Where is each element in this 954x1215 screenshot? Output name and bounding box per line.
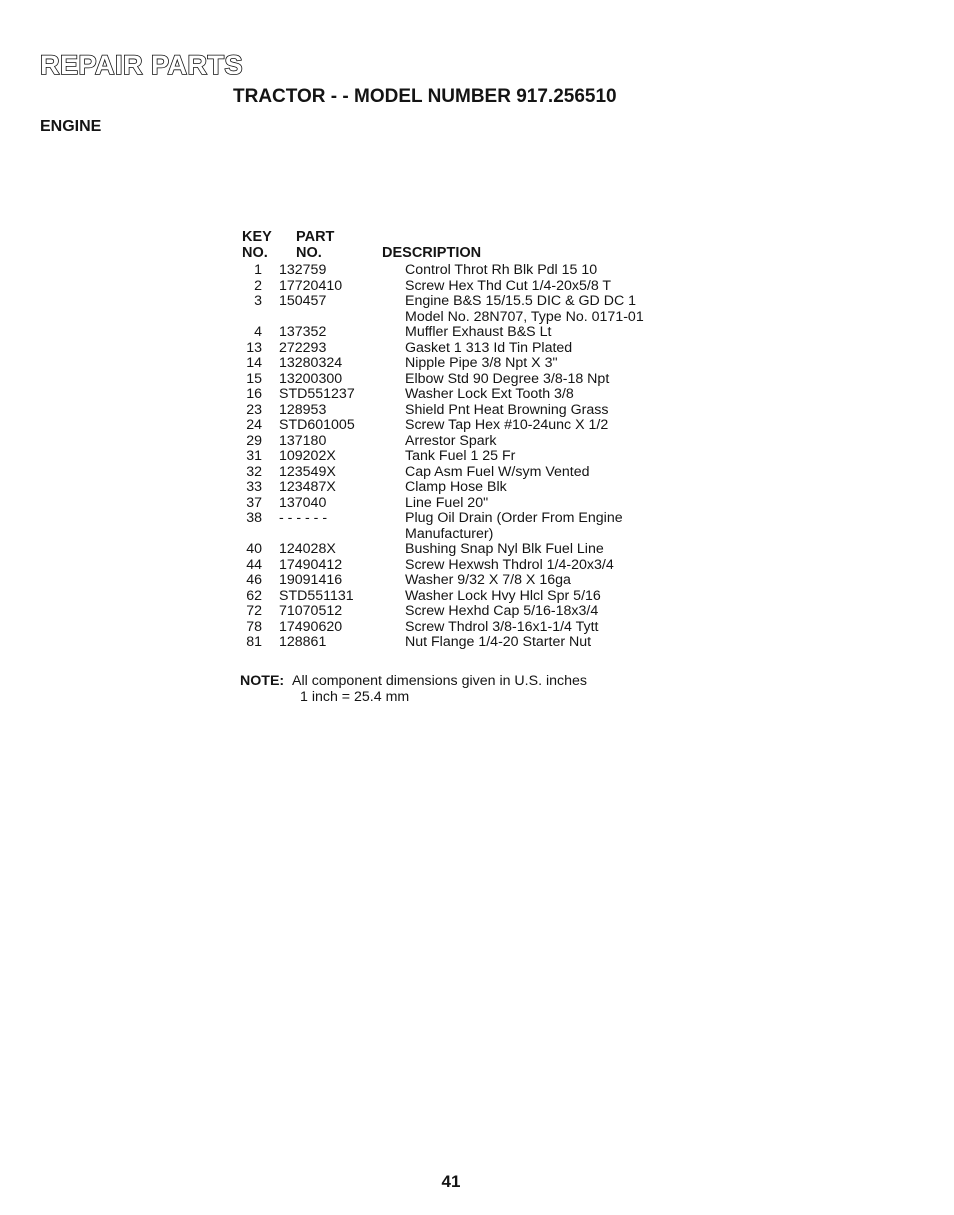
table-header: [240, 229, 705, 263]
note-line-1: All component dimensions given in U.S. inches: [292, 673, 587, 689]
desc-cell: Washer Lock Ext Tooth 3/8: [405, 386, 574, 402]
section-heading: ENGINE: [40, 118, 102, 135]
part-cell: 137040: [279, 494, 327, 511]
part-cell: STD551131: [279, 587, 354, 604]
key-cell: 14: [246, 355, 262, 371]
part-cell: 13200300: [279, 370, 343, 387]
key-cell: 40: [246, 541, 262, 557]
table-row: [240, 418, 705, 434]
part-cell: 17490620: [279, 618, 343, 635]
table-row: [240, 604, 705, 620]
table-body: [240, 263, 705, 651]
desc-cell: Tank Fuel 1 25 Fr: [405, 448, 516, 464]
desc-cell: Screw Hex Thd Cut 1/4-20x5/8 T: [405, 277, 612, 294]
table-row: [240, 589, 705, 605]
table-row: [240, 558, 705, 574]
part-cell: - - - - - -: [279, 510, 328, 526]
key-cell: 78: [246, 618, 262, 635]
part-cell: 124028X: [279, 541, 336, 557]
key-cell: 13: [246, 339, 262, 356]
desc-cell: Washer Lock Hvy Hlcl Spr 5/16: [405, 587, 601, 604]
key-cell: 2: [254, 277, 262, 294]
table-row: [240, 434, 705, 450]
table-row: [240, 542, 705, 558]
part-cell: STD551237: [279, 386, 355, 402]
table-row: [240, 294, 705, 325]
col-key-header: KEY NO.: [242, 229, 272, 261]
table-row: [240, 356, 705, 372]
desc-cell: Screw Thdrol 3/8-16x1-1/4 Tytt: [405, 618, 599, 635]
part-cell: 128861: [279, 634, 327, 650]
key-cell: 32: [246, 463, 262, 480]
key-cell: 37: [246, 494, 262, 511]
part-cell: 13280324: [279, 355, 343, 371]
key-cell: 31: [246, 448, 262, 464]
table-row: [240, 480, 705, 496]
part-cell: 19091416: [279, 572, 343, 588]
table-row: [240, 620, 705, 636]
table-row: [240, 263, 705, 279]
note-label: NOTE:: [240, 673, 285, 689]
desc-cell: Muffler Exhaust B&S Lt: [405, 324, 552, 340]
note-block: [240, 673, 587, 705]
desc-cell: Shield Pnt Heat Browning Grass: [405, 401, 609, 418]
col-part-header: PART NO.: [296, 229, 335, 261]
key-cell: 62: [246, 587, 262, 604]
desc-cell: Arrestor Spark: [405, 432, 497, 449]
part-cell: 150457: [279, 293, 327, 309]
table-row: [240, 465, 705, 481]
desc-cell: Bushing Snap Nyl Blk Fuel Line: [405, 541, 604, 557]
key-cell: 16: [246, 386, 262, 402]
table-row: [240, 372, 705, 388]
model-subtitle: TRACTOR - - MODEL NUMBER 917.256510: [233, 86, 617, 107]
table-row: [240, 496, 705, 512]
part-cell: 123487X: [279, 479, 336, 495]
table-row: [240, 325, 705, 341]
page-number: 41: [441, 1172, 461, 1191]
table-row: [240, 279, 705, 295]
desc-cell: Screw Hexhd Cap 5/16-18x3/4: [405, 603, 599, 619]
part-cell: 17720410: [279, 277, 343, 294]
parts-table: [240, 229, 705, 651]
desc-cell: Washer 9/32 X 7/8 X 16ga: [405, 572, 571, 588]
desc-cell: Nipple Pipe 3/8 Npt X 3": [405, 355, 558, 371]
key-cell: 38: [246, 510, 262, 526]
desc-cell: Screw Hexwsh Thdrol 1/4-20x3/4: [405, 556, 614, 573]
key-cell: 1: [254, 262, 262, 278]
key-cell: 23: [246, 401, 262, 418]
key-cell: 24: [246, 417, 262, 433]
part-cell: 137352: [279, 324, 327, 340]
desc-cell: Line Fuel 20": [405, 494, 489, 511]
desc-cell: Control Throt Rh Blk Pdl 15 10: [405, 262, 598, 278]
desc-cell: Plug Oil Drain (Order From Engine Manufacturer): [405, 510, 623, 542]
desc-cell: Clamp Hose Blk: [405, 479, 507, 495]
desc-cell: Cap Asm Fuel W/sym Vented: [405, 463, 590, 480]
part-cell: 272293: [279, 339, 327, 356]
part-cell: 71070512: [279, 603, 343, 619]
page-title: REPAIR PARTS: [40, 50, 244, 80]
part-cell: 17490412: [279, 556, 343, 573]
key-cell: 3: [254, 293, 262, 309]
table-row: [240, 341, 705, 357]
table-row: [240, 387, 705, 403]
note-line-2: 1 inch = 25.4 mm: [300, 689, 410, 705]
key-cell: 29: [246, 432, 262, 449]
col-desc-header: DESCRIPTION: [382, 245, 482, 261]
table-row: [240, 449, 705, 465]
part-cell: STD601005: [279, 417, 355, 433]
desc-cell: Elbow Std 90 Degree 3/8-18 Npt: [405, 370, 610, 387]
key-cell: 33: [246, 479, 262, 495]
key-cell: 46: [246, 572, 262, 588]
key-cell: 44: [246, 556, 262, 573]
table-row: [240, 635, 705, 651]
table-row: [240, 511, 705, 542]
part-cell: 137180: [279, 432, 327, 449]
part-cell: 128953: [279, 401, 327, 418]
table-row: [240, 573, 705, 589]
part-cell: 109202X: [279, 448, 336, 464]
part-cell: 132759: [279, 262, 327, 278]
desc-cell: Engine B&S 15/15.5 DIC & GD DC 1 Model No. 28N707, Type No. 0171-01: [405, 293, 644, 325]
table-row: [240, 403, 705, 419]
desc-cell: Nut Flange 1/4-20 Starter Nut: [405, 634, 592, 650]
desc-cell: Screw Tap Hex #10-24unc X 1/2: [405, 417, 609, 433]
part-cell: 123549X: [279, 463, 336, 480]
key-cell: 72: [246, 603, 262, 619]
key-cell: 15: [246, 370, 262, 387]
desc-cell: Gasket 1 313 Id Tin Plated: [405, 339, 573, 356]
key-cell: 4: [254, 324, 262, 340]
key-cell: 81: [246, 634, 262, 650]
